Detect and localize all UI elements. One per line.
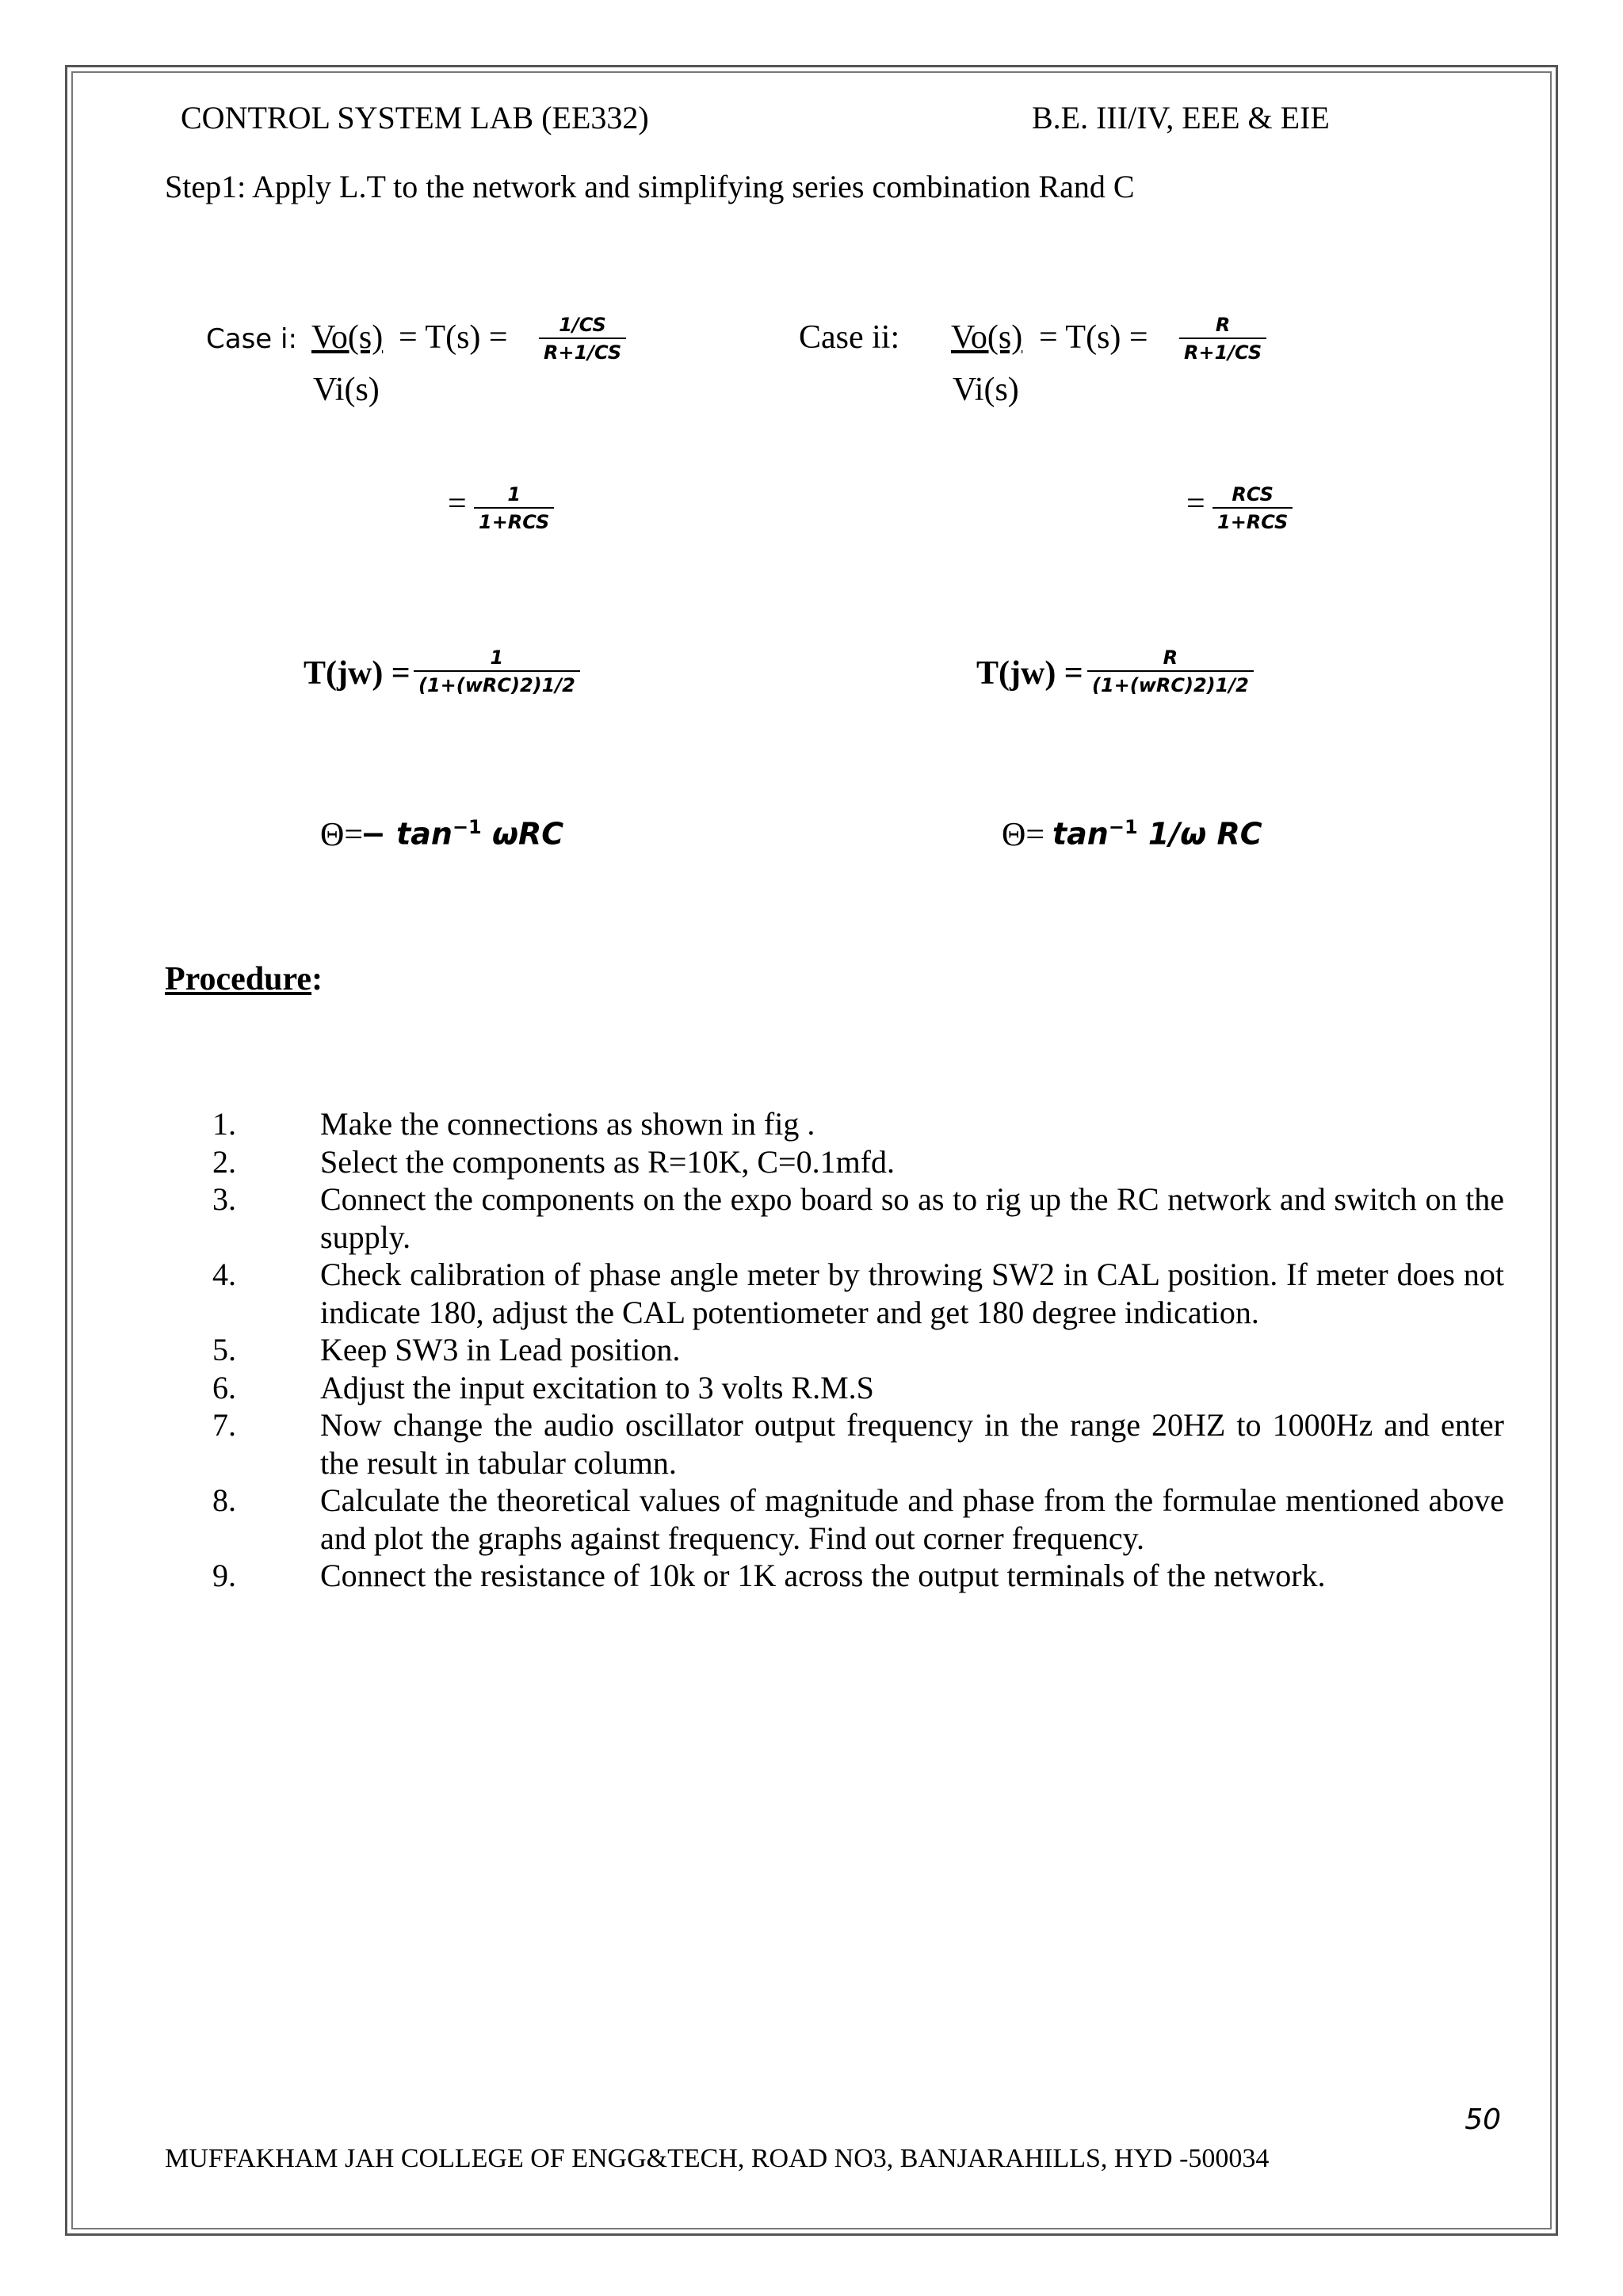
case1-eq2: = xyxy=(448,486,467,522)
case1-theta-label: Θ= xyxy=(320,817,364,853)
page-number: 50 xyxy=(1465,2103,1501,2136)
case1-vo: Vo(s) xyxy=(311,319,384,356)
case2-tjw-fraction: R (1+(wRC)2)1/2 xyxy=(1087,648,1254,695)
case2-theta-label: Θ= xyxy=(1002,817,1045,853)
case2-fraction-1: $\frac{R}{R+1/CS}$ xyxy=(1179,315,1266,362)
procedure-heading: Procedure: xyxy=(165,961,323,997)
case1-fraction-1: $\frac{1/CS}{R+1/CS}$ xyxy=(539,315,626,362)
case2-fraction-2: RCS 1+RCS xyxy=(1212,485,1293,532)
list-item: 8. Calculate the theoretical values of magnitude and phase from the formulae mentioned above and plot the graphs against frequency. Find out corner frequency. xyxy=(212,1482,1504,1556)
case2-label: Case ii: xyxy=(799,319,900,356)
list-item: 6. Adjust the input excitation to 3 volts R.M.S xyxy=(212,1369,874,1405)
list-item: 1. Make the connections as shown in fig . xyxy=(212,1106,815,1142)
step1-text: Step1: Apply L.T to the network and simplifying series combination Rand C xyxy=(165,169,1135,204)
header-course-title: CONTROL SYSTEM LAB (EE332) xyxy=(181,100,649,135)
list-item: 3. Connect the components on the expo board so as to rig up the RC network and switch on the supply. xyxy=(212,1181,1504,1255)
list-item: 2. Select the components as R=10K, C=0.1mfd. xyxy=(212,1143,896,1180)
header-program: B.E. III/IV, EEE & EIE xyxy=(1032,100,1330,135)
case1-fraction-2: 1 1+RCS xyxy=(474,485,554,532)
case2-eq2: = xyxy=(1186,486,1205,522)
procedure-steps-list xyxy=(165,1105,1504,1595)
case1-ts-eq: = T(s) = xyxy=(399,319,508,356)
case2-ts-eq: = T(s) = xyxy=(1039,319,1148,356)
case1-label: Case i: xyxy=(206,323,297,355)
case2-vi: Vi(s) xyxy=(953,372,1019,408)
case2-tjw-label: T(jw) = xyxy=(976,655,1083,692)
footer-address: MUFFAKHAM JAH COLLEGE OF ENGG&TECH, ROAD NO3, BANJARAHILLS, HYD -500034 xyxy=(165,2144,1270,2173)
case1-theta-expression: − $\tan^{-1} \omega RC$ xyxy=(361,816,564,852)
list-item: 9. Connect the resistance of 10k or 1K across the output terminals of the network. xyxy=(212,1558,1326,1593)
list-item: 7. Now change the audio oscillator output frequency in the range 20HZ to 1000Hz and enter the result in tabular column. xyxy=(212,1407,1504,1481)
list-item: 4. Check calibration of phase angle meter by throwing SW2 in CAL position. If meter does not indicate 180, adjust the CAL potentiometer and get 180 degree indication. xyxy=(212,1257,1504,1330)
case1-tjw-label: T(jw) = xyxy=(304,655,411,692)
case2-theta-expression: $\tan^{-1} 1/\omega$ RC xyxy=(1052,816,1262,852)
case1-vi: Vi(s) xyxy=(313,372,380,408)
list-item: 5. Keep SW3 in Lead position. xyxy=(212,1332,681,1367)
case2-vo: Vo(s) xyxy=(951,319,1023,356)
case1-tjw-fraction: 1 (1+(wRC)2)1/2 xyxy=(414,648,580,695)
